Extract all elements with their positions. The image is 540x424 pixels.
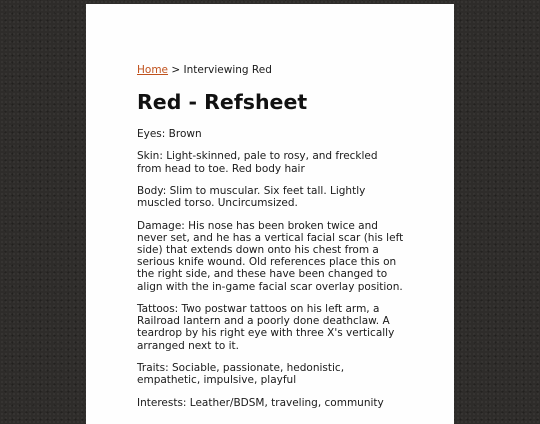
entry-tattoos: Tattoos: Two postwar tattoos on his left arm, a Railroad lantern and a poorly done deathclaw. A teardrop by his right eye with three X's vertically arranged next to it. xyxy=(137,302,395,352)
entry-traits: Traits: Sociable, passionate, hedonistic, empathetic, impulsive, playful xyxy=(137,361,345,387)
entry-eyes: Eyes: Brown xyxy=(137,128,202,140)
breadcrumb-separator: > xyxy=(171,64,181,76)
entry-damage: Damage: His nose has been broken twice and never set, and he has a vertical facial scar (his left side) that extends down onto his chest from a serious knife wound. Old references place this on the right side, and these have been changed to align with the in-game facial scar overlay position. xyxy=(137,219,404,293)
content-page xyxy=(86,4,454,424)
page-title: Red - Refsheet xyxy=(137,90,308,114)
home-link[interactable]: Home xyxy=(137,64,169,76)
breadcrumb xyxy=(137,63,404,77)
entry-interests: Interests: Leather/BDSM, traveling, community xyxy=(137,396,384,409)
breadcrumb-current: Interviewing Red xyxy=(183,64,272,76)
entry-body: Body: Slim to muscular. Six feet tall. Lightly muscled torso. Uncircumsized. xyxy=(137,184,366,210)
entry-skin: Skin: Light-skinned, pale to rosy, and freckled from head to toe. Red body hair xyxy=(137,150,378,175)
